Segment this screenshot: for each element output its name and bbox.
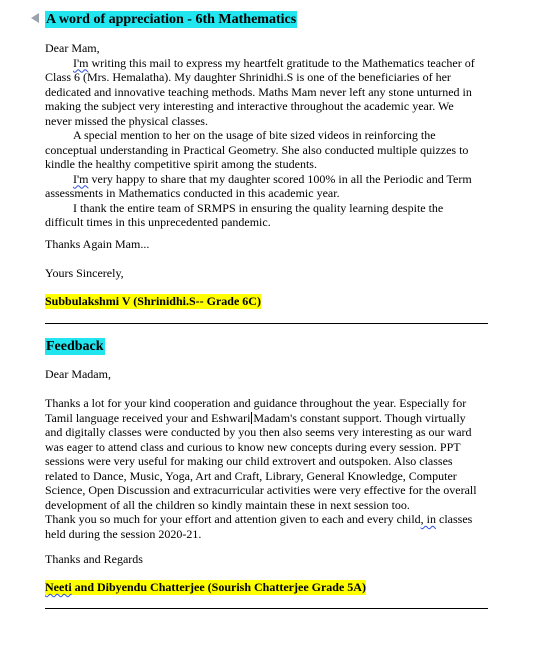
paragraph-line: making the subject very interesting and interactive throughout the academic year. We [45,99,454,113]
paragraph-line: Thanks a lot for your kind cooperation and guidance throughout the year. Especially for [45,396,467,410]
paragraph-line: I'm very happy to share that my daughter scored 100% in all the Periodic and Term [73,171,472,186]
closing-line: Thanks and Regards [45,552,143,566]
salutation: Dear Mam, [45,41,100,55]
paragraph-line: Science, Open Discussion and extracurricular activities were very effective for the overall [45,483,477,497]
section-divider [45,323,488,324]
paragraph-line: I'm writing this mail to express my heartfelt gratitude to the Mathematics teacher of [73,55,475,70]
spellcheck-word: I'm [73,55,89,70]
spellcheck-word: Neeti [45,580,72,594]
paragraph-line: I thank the entire team of SRMPS in ensuring the quality learning despite the [73,200,444,215]
paragraph-line: Tamil language received your and Eshwari Madam's constant support. Though virtually [45,410,466,425]
paragraph-line: conceptual understanding in Practical Geometry. She also conducted multiple quizzes to [45,142,469,157]
spellcheck-word: I'm [73,171,89,186]
closing-line: Yours Sincerely, [45,266,124,280]
spellcheck-word: , in [420,512,437,526]
paragraph-line: related to Dance, Music, Yoga, Art and Craft, Library, General Knowledge, Computer [45,468,457,483]
feedback-heading: Feedback [46,339,104,354]
salutation: Dear Madam, [45,367,111,381]
paragraph-line: Class 6 (Mrs. Hemalatha). My daughter Shrinidhi.S is one of the beneficiaries of her [45,70,451,84]
appreciation-heading: A word of appreciation - 6th Mathematics [46,12,297,27]
paragraph-line: held during the session 2020-21. [45,526,202,541]
paragraph-line: Thank you so much for your effort and attention given to each and every child, in classes [45,512,473,526]
paragraph-line: difficult times in this unprecedented pandemic. [45,215,271,229]
paragraph-line: assessments in Mathematics conducted in this academic year. [45,186,340,200]
paragraph-line: was eager to attend class and curious to know new concepts during every session. PPT [45,439,461,454]
signature-highlight: Neeti and Dibyendu Chatterjee (Sourish Chatterjee Grade 5A) [45,580,366,594]
paragraph-line: sessions were very useful for making our child extrovert and outspoken. Also classes [45,454,453,468]
signature-highlight: Subbulakshmi V (Shrinidhi.S-- Grade 6C) [45,294,261,308]
section-divider [45,608,488,609]
paragraph-line: dedicated and innovative teaching methods. Maths Mam never left any stone unturned in [45,84,472,99]
collapse-triangle-icon[interactable] [31,13,39,23]
feedback-body [45,396,491,541]
paragraph-line: development of all the children so kindly maintain these in next session too. [45,497,410,512]
paragraph-line: kindle the healthy competitive spirit among the students. [45,157,317,171]
paragraph-line: never missed the physical classes. [45,113,208,128]
thanks-line: Thanks Again Mam... [45,237,150,251]
paragraph-line: and digitally classes were conducted by you then also seems very interesting as our ward [45,425,472,439]
appreciation-body [45,41,491,230]
paragraph-line: A special mention to her on the usage of bite sized videos in reinforcing the [73,128,436,142]
